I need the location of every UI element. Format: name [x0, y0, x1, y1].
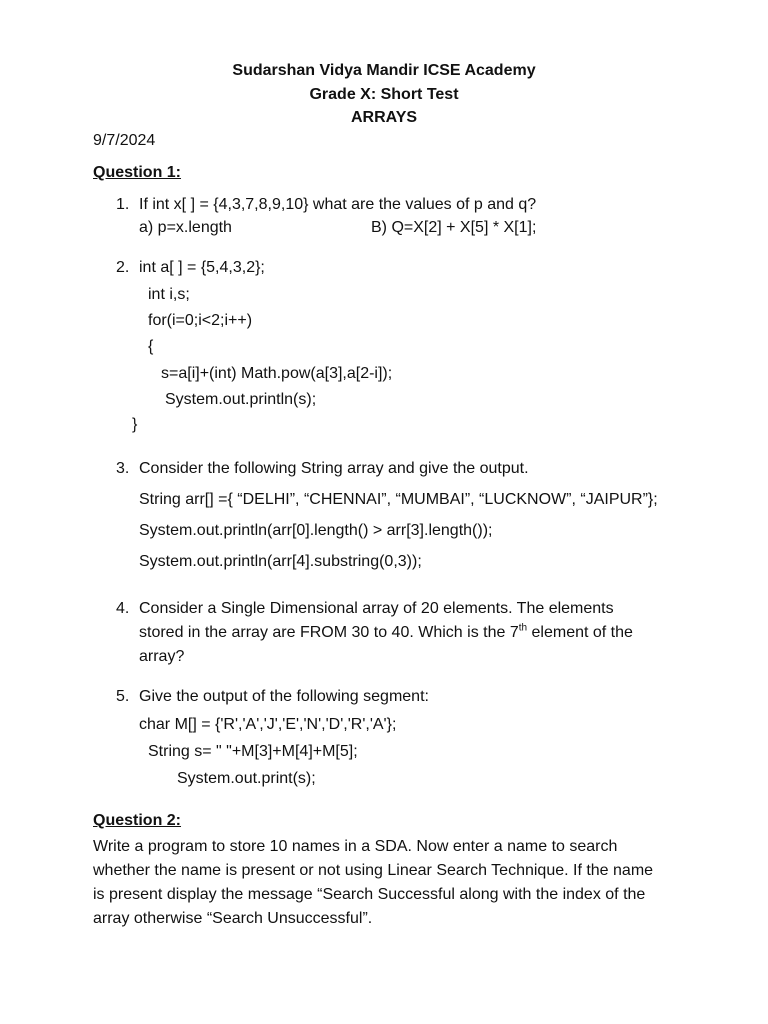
item-1-part-a: a) p=x.length — [139, 219, 232, 236]
item-5-text: Give the output of the following segment: — [139, 688, 429, 705]
item-2-code-line: System.out.println(s); — [165, 391, 317, 408]
item-3-code-line: System.out.println(arr[0].length() > arr[3].length()); — [139, 522, 493, 539]
item-3-number: 3. — [116, 460, 130, 477]
ordinal-suffix: th — [518, 622, 528, 634]
item-2-code-line: int a[ ] = {5,4,3,2}; — [139, 259, 265, 276]
question-2-line: whether the name is present or not using Linear Search Technique. If the name — [93, 862, 654, 879]
topic-title: ARRAYS — [350, 109, 418, 126]
item-4-line-2 — [139, 623, 633, 643]
question-2-line: is present display the message “Search Successful along with the index of the — [93, 886, 646, 903]
item-1-text: If int x[ ] = {4,3,7,8,9,10} what are the values of p and q? — [139, 196, 537, 213]
item-2-code-line: for(i=0;i<2;i++) — [148, 312, 253, 329]
question-2-line: Write a program to store 10 names in a SDA. Now enter a name to search — [93, 838, 618, 855]
item-3-code-line: System.out.println(arr[4].substring(0,3)); — [139, 553, 422, 570]
question-2-line: array otherwise “Search Unsuccessful”. — [93, 910, 373, 927]
item-4-line-3: array? — [139, 648, 185, 665]
item-4-line-2-pre: stored in the array are FROM 30 to 40. Which is the 7 — [139, 624, 519, 641]
item-2-code-line: { — [148, 338, 154, 355]
item-4-line-2-post: element of the — [527, 624, 633, 641]
question-1-heading: Question 1: — [93, 164, 182, 181]
item-2-number: 2. — [116, 259, 130, 276]
item-3-text: Consider the following String array and give the output. — [139, 460, 529, 477]
item-2-code-line: int i,s; — [148, 286, 190, 303]
question-2-heading: Question 2: — [93, 812, 182, 829]
item-2-code-line: s=a[i]+(int) Math.pow(a[3],a[2-i]); — [161, 365, 393, 382]
item-1-number: 1. — [116, 196, 130, 213]
item-5-code-line: char M[] = {'R','A','J','E','N','D','R','A'}; — [139, 716, 397, 733]
item-1-part-b: B) Q=X[2] + X[5] * X[1]; — [371, 219, 537, 236]
item-3-code-line: String arr[] ={ “DELHI”, “CHENNAI”, “MUMBAI”, “LUCKNOW”, “JAIPUR”}; — [139, 491, 658, 508]
item-5-code-line: System.out.print(s); — [177, 770, 316, 787]
item-2-code-line: } — [132, 416, 138, 433]
school-name: Sudarshan Vidya Mandir ICSE Academy — [232, 62, 536, 79]
item-5-number: 5. — [116, 688, 130, 705]
item-4-line-1: Consider a Single Dimensional array of 20 elements. The elements — [139, 600, 614, 617]
item-4-number: 4. — [116, 600, 130, 617]
test-title: Grade X: Short Test — [309, 86, 459, 103]
test-date: 9/7/2024 — [93, 132, 156, 149]
item-5-code-line: String s= " "+M[3]+M[4]+M[5]; — [148, 743, 358, 760]
